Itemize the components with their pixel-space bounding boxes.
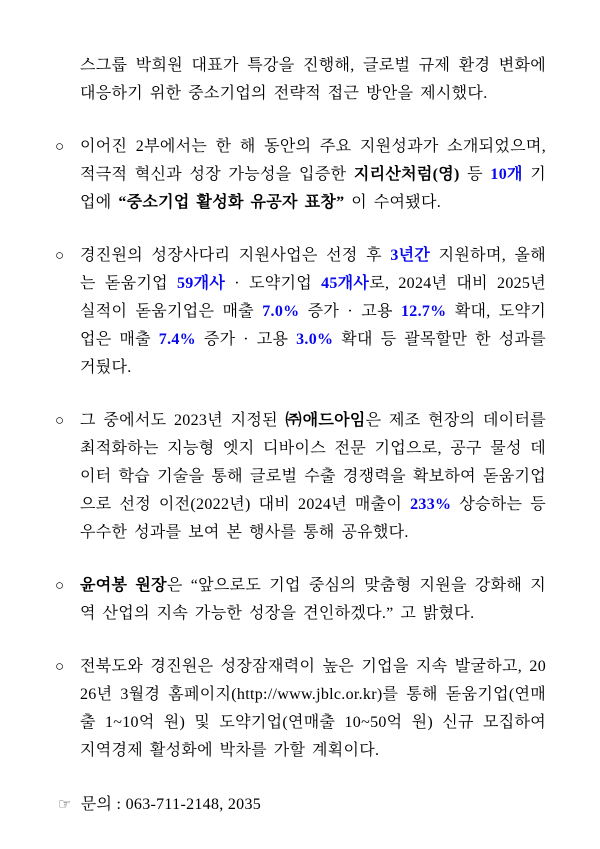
highlight-text: 3년간 bbox=[390, 247, 431, 264]
body-text: 확대 등 괄목할만 한 성과를 거뒀다. bbox=[80, 331, 546, 376]
para-growth-ladder-results bbox=[55, 242, 546, 382]
body-text: 은 제조 현장의 데이터를 최적화하는 지능형 엣지 디바이스 전문 기업으로, 공구 물성 데이터 학습 기술을 통해 글로벌 수출 경쟁력을 확보하여 돋움기업으로 선정 이전(2022년) 대비 2024년 매출이 bbox=[80, 412, 546, 513]
body-text: 확대, 도약기업은 매출 bbox=[80, 303, 547, 348]
body-text: 이 수여됐다. bbox=[344, 194, 442, 211]
body-text: 등 bbox=[459, 166, 491, 183]
circle-bullet-icon: ○ bbox=[55, 248, 65, 264]
highlight-text: 지리산처럼(영) bbox=[353, 166, 460, 183]
para-adaim-case bbox=[55, 407, 546, 547]
para-lecture-intro bbox=[55, 52, 546, 108]
body-text: 은 “앞으로도 기업 중심의 맞춤형 지원을 강화해 지역 산업의 지속 가능한 성장을 견인하겠다.” 고 밝혔다. bbox=[80, 577, 546, 622]
body-text: 증가 · 고용 bbox=[195, 331, 297, 348]
body-text: 지원하며, 올해는 돋움기업 bbox=[80, 247, 547, 292]
highlight-text: 233% bbox=[410, 496, 452, 513]
circle-bullet-icon: ○ bbox=[55, 413, 65, 429]
highlight-text: 12.7% bbox=[400, 303, 447, 320]
contact-text: 문의 : 063-711-2148, 2035 bbox=[80, 796, 262, 813]
body-text: 로, 2024년 대비 2025년 실적이 돋움기업은 매출 bbox=[80, 275, 546, 320]
highlight-text: 3.0% bbox=[296, 331, 334, 348]
highlight-text: 윤여봉 원장 bbox=[80, 577, 167, 594]
highlight-text: 7.4% bbox=[158, 331, 196, 348]
highlight-text: “중소기업 활성화 유공자 표창” bbox=[118, 194, 345, 211]
para-recruit-plan bbox=[55, 653, 546, 765]
body-text: 이어진 2부에서는 한 해 동안의 주요 지원성과가 소개되었으며, 적극적 혁신과 성장 가능성을 입증한 bbox=[80, 138, 546, 183]
body-text: 증가 · 고용 bbox=[299, 303, 401, 320]
body-text: 기업에 bbox=[80, 166, 547, 211]
para-part2-awards bbox=[55, 133, 546, 217]
pointing-hand-icon: ☞ bbox=[58, 795, 72, 813]
circle-bullet-icon: ○ bbox=[55, 139, 65, 155]
body-text: · 도약기업 bbox=[225, 275, 322, 292]
highlight-text: 7.0% bbox=[262, 303, 300, 320]
circle-bullet-icon: ○ bbox=[55, 659, 65, 675]
paragraph-list bbox=[55, 52, 546, 765]
body-text: 스그룹 박희원 대표가 특강을 진행해, 글로벌 규제 환경 변화에 대응하기 위한 중소기업의 전략적 접근 방안을 제시했다. bbox=[80, 57, 546, 102]
contact-line bbox=[55, 790, 546, 819]
body-text: 전북도와 경진원은 성장잠재력이 높은 기업을 지속 발굴하고, 2026년 3월경 홈페이지(http://www.jblc.or.kr)를 통해 돋움기업(연매출 1~10억 원) 및 도약기업(연매출 10~50억 원) 신규 모집하여 지역경제 활성화에 박차를 가할 계획이다. bbox=[80, 658, 546, 759]
highlight-text: 45개사 bbox=[321, 275, 370, 292]
body-text: 경진원의 성장사다리 지원사업은 선정 후 bbox=[80, 247, 391, 264]
para-director-quote bbox=[55, 572, 546, 628]
circle-bullet-icon: ○ bbox=[55, 578, 65, 594]
body-text: 그 중에서도 2023년 지정된 bbox=[80, 412, 286, 429]
highlight-text: 59개사 bbox=[176, 275, 226, 292]
highlight-text: 10개 bbox=[490, 166, 523, 183]
body-text: 상승하는 등 우수한 성과를 보여 본 행사를 통해 공유했다. bbox=[80, 496, 546, 541]
highlight-text: ㈜애드아임 bbox=[285, 412, 366, 429]
